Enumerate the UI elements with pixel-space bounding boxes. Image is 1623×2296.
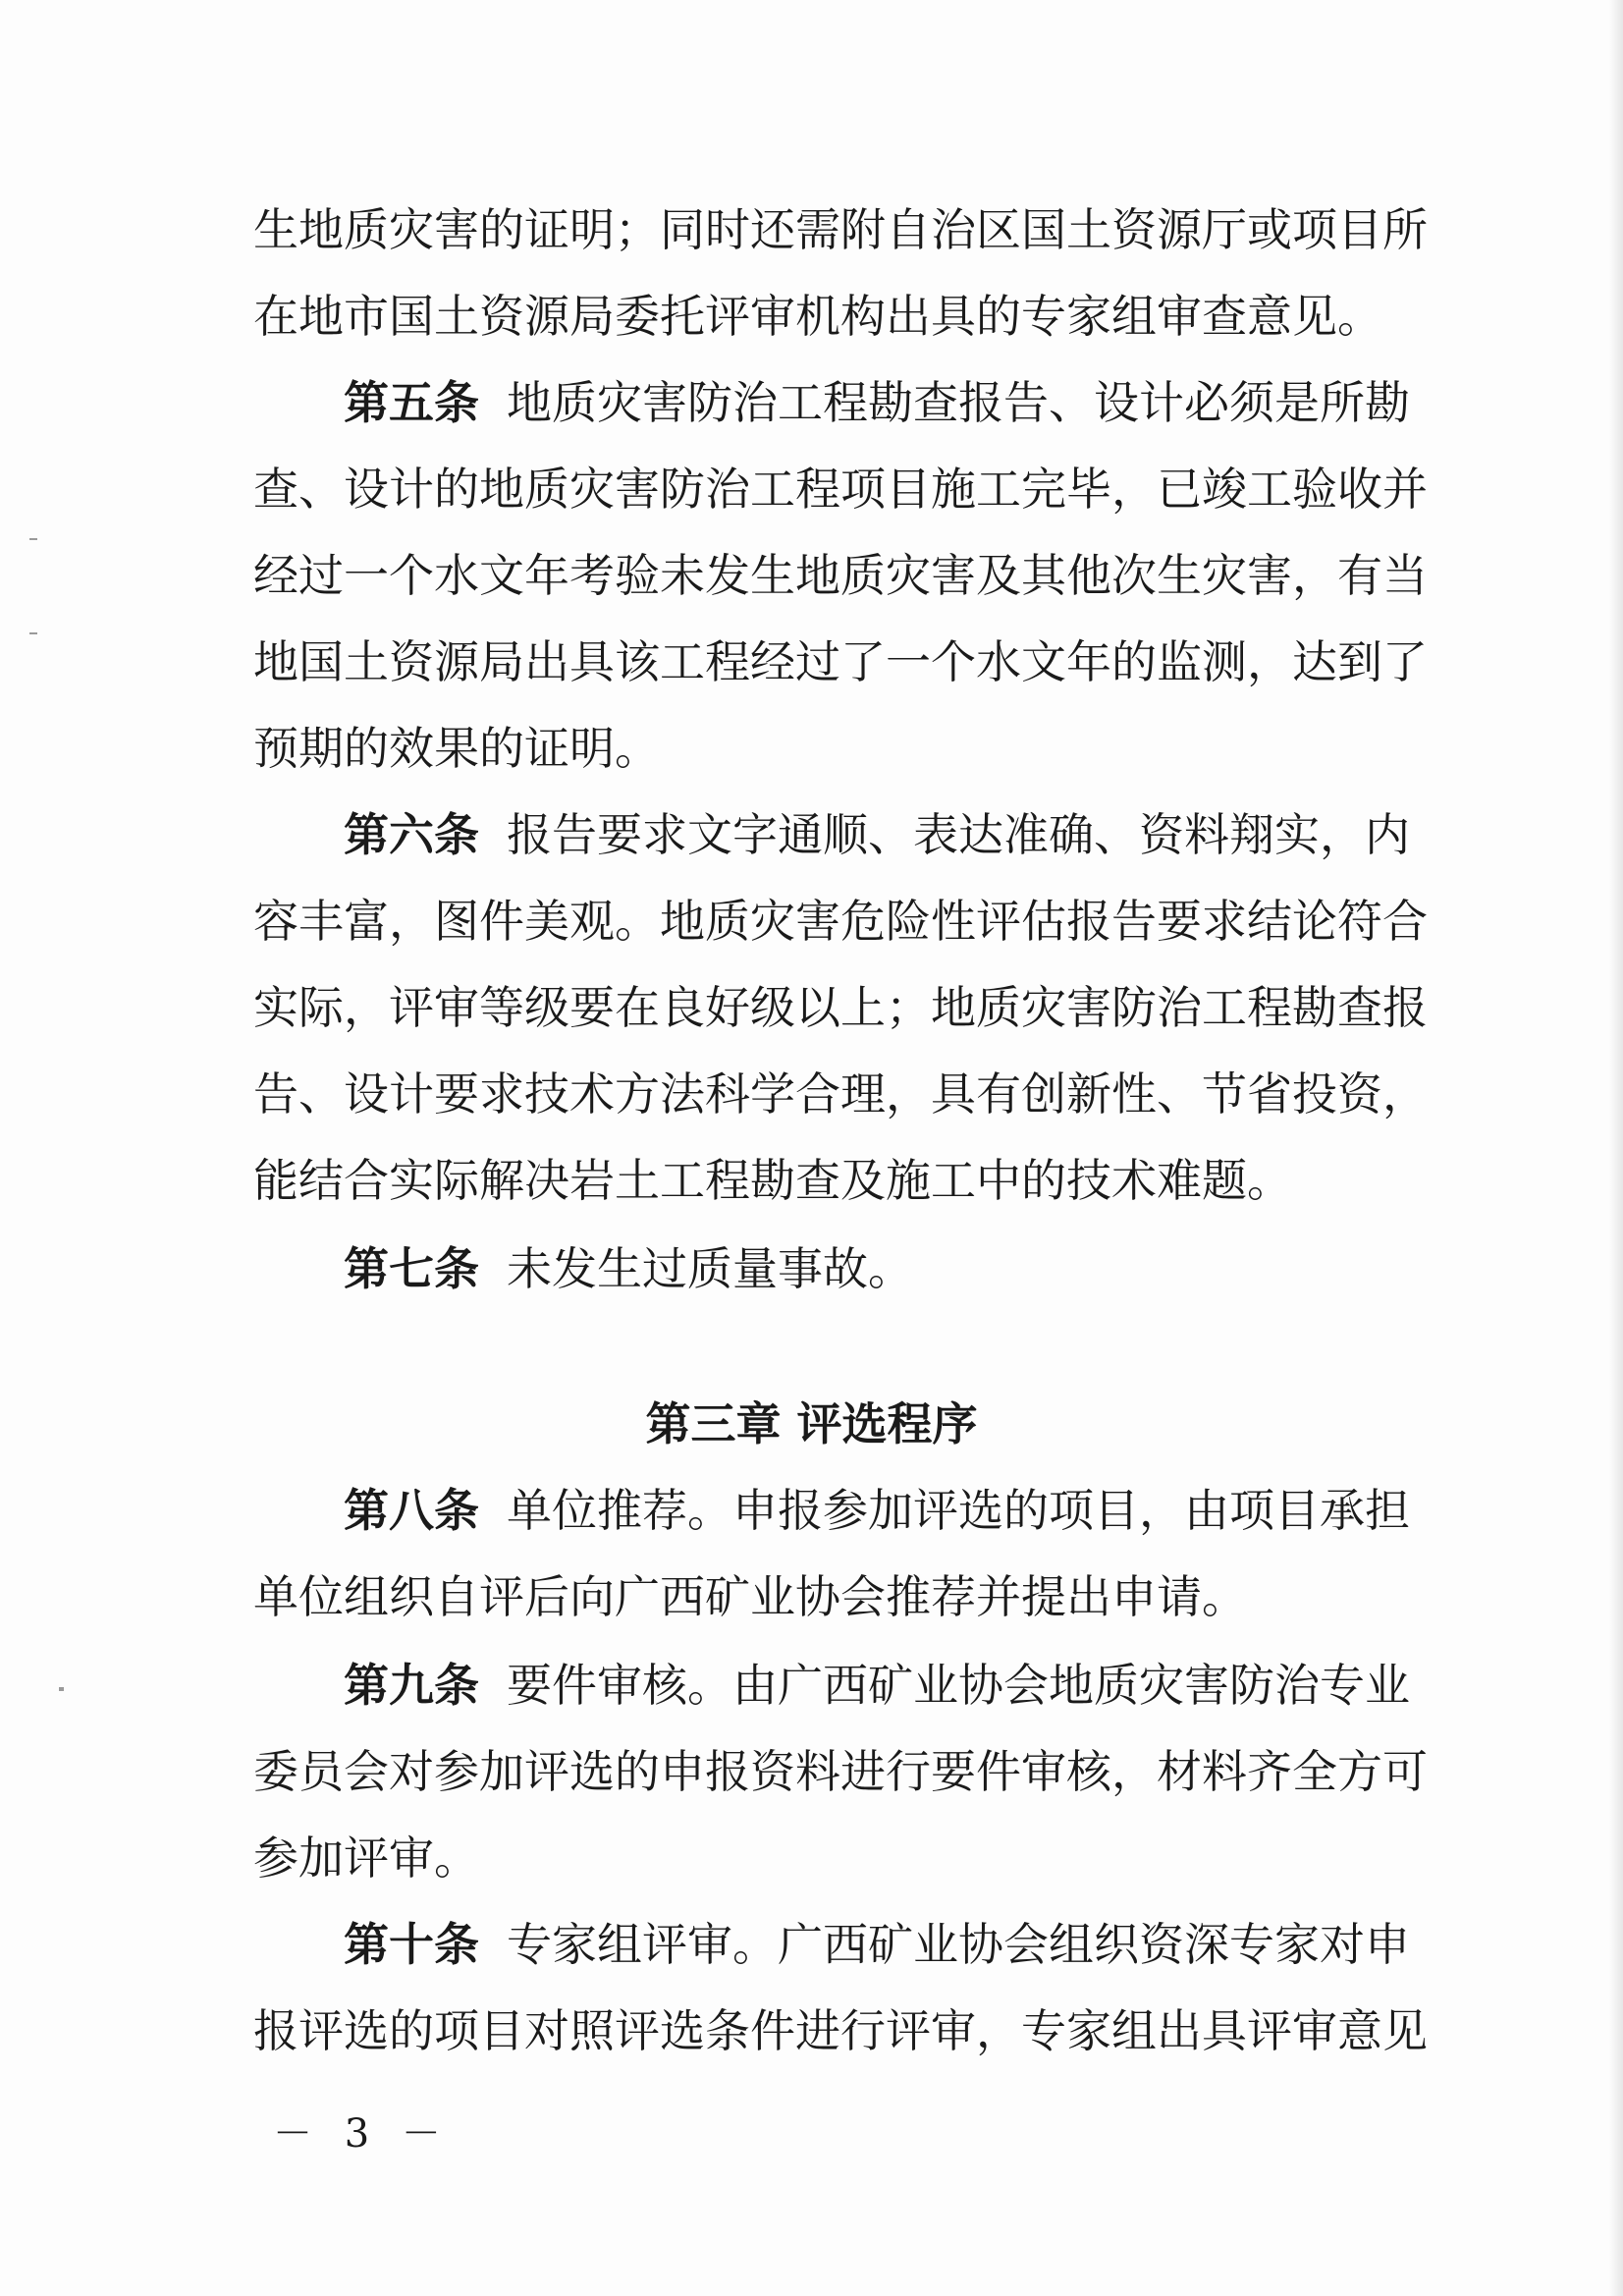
text-line: 未发生过质量事故。 <box>507 1242 913 1295</box>
text-line: 地国土资源局出具该工程经过了一个水文年的监测，达到了 <box>253 635 1428 688</box>
text-line: 报评选的项目对照评选条件进行评审，专家组出具评审意见 <box>253 2004 1428 2057</box>
text-line: 单位推荐。申报参加评选的项目，由项目承担 <box>507 1484 1410 1537</box>
text-line: 专家组评审。广西矿业协会组织资深专家对申 <box>507 1918 1410 1971</box>
scan-speck <box>29 538 37 540</box>
text-line: 经过一个水文年考验未发生地质灾害及其他次生灾害，有当 <box>253 549 1428 602</box>
text-line: 查、设计的地质灾害防治工程项目施工完毕，已竣工验收并 <box>253 463 1428 516</box>
text-line: 在地市国土资源局委托评审机构出具的专家组审查意见。 <box>253 290 1382 343</box>
text-line: 参加评审。 <box>253 1831 479 1885</box>
text-line: 生地质灾害的证明；同时还需附自治区国土资源厅或项目所 <box>253 203 1428 256</box>
text-line: 地质灾害防治工程勘查报告、设计必须是所勘 <box>507 376 1410 429</box>
article-label: 第六条 <box>344 808 479 861</box>
scan-edge-shadow <box>1609 0 1623 2296</box>
article-10-first-line <box>344 1915 1410 1974</box>
article-label: 第九条 <box>344 1659 479 1712</box>
article-8-first-line <box>344 1481 1410 1540</box>
article-label: 第十条 <box>344 1918 479 1971</box>
text-line: 单位组织自评后向广西矿业协会推荐并提出申请。 <box>253 1570 1247 1623</box>
page-number: － 3 － <box>273 2111 451 2157</box>
article-5-first-line <box>344 373 1410 432</box>
article-6-first-line <box>344 805 1410 864</box>
article-9-first-line <box>344 1656 1410 1715</box>
text-line: 能结合实际解决岩土工程勘查及施工中的技术难题。 <box>253 1154 1292 1207</box>
scan-speck <box>59 1687 64 1691</box>
scan-speck <box>29 632 37 634</box>
article-7-line <box>344 1239 1382 1298</box>
article-label: 第八条 <box>344 1484 479 1537</box>
text-line: 告、设计要求技术方法科学合理，具有创新性、节省投资， <box>253 1067 1428 1121</box>
text-line: 报告要求文字通顺、表达准确、资料翔实，内 <box>507 808 1410 861</box>
text-line: 预期的效果的证明。 <box>253 722 660 775</box>
chapter-heading: 第三章 评选程序 <box>645 1397 978 1450</box>
text-line: 实际，评审等级要在良好级以上；地质灾害防治工程勘查报 <box>253 981 1428 1034</box>
text-line: 要件审核。由广西矿业协会地质灾害防治专业 <box>507 1659 1410 1712</box>
article-label: 第七条 <box>344 1242 479 1295</box>
text-line: 委员会对参加评选的申报资料进行要件审核，材料齐全方可 <box>253 1745 1428 1798</box>
text-line: 容丰富，图件美观。地质灾害危险性评估报告要求结论符合 <box>253 895 1428 948</box>
article-label: 第五条 <box>344 376 479 429</box>
